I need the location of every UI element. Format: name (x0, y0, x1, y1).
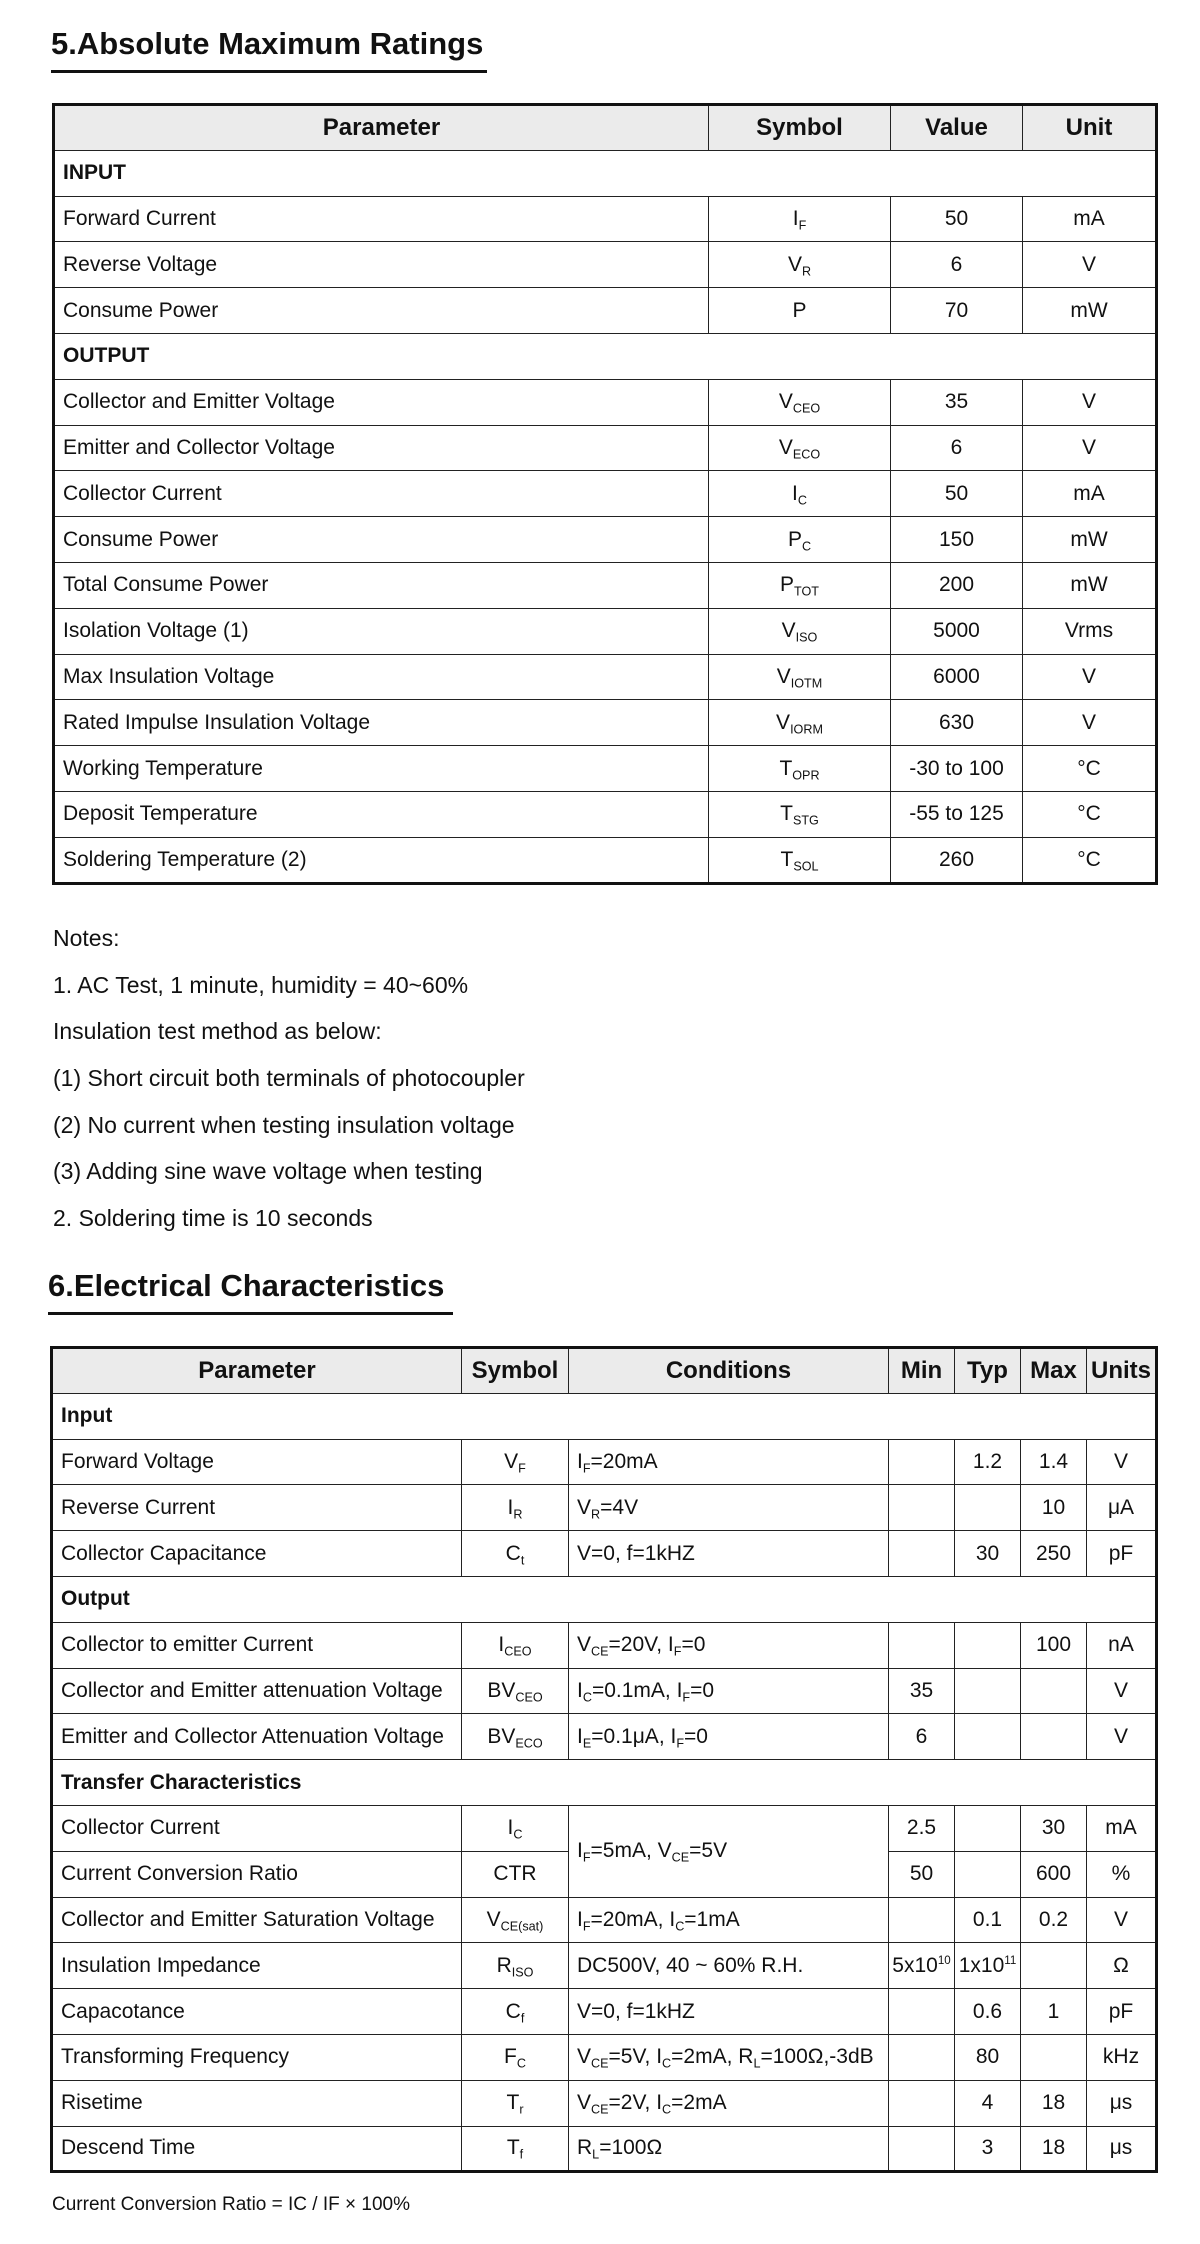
conditions-cell: DC500V, 40 ~ 60% R.H. (569, 1943, 889, 1989)
symbol-subscript: ISO (795, 630, 818, 645)
parameter-cell: Max Insulation Voltage (54, 654, 709, 700)
parameter-cell: Collector Current (52, 1805, 462, 1851)
symbol-subscript: TOT (794, 584, 819, 599)
table-row (54, 471, 1157, 517)
min-cell (889, 2126, 955, 2172)
parameter-cell: Collector Capacitance (52, 1531, 462, 1577)
min-cell (889, 1485, 955, 1531)
conditions-cell: $I_F=20mA$, $I_C=1mA$ (569, 1897, 889, 1943)
column-header: Max (1021, 1348, 1087, 1394)
value-cell: -30 to 100 (891, 746, 1023, 792)
typ-cell: $1x10^{11}$ (955, 1943, 1021, 1989)
table-row (52, 1943, 1157, 1989)
units-cell: pF (1087, 1531, 1157, 1577)
parameter-cell: Isolation Voltage (1) (54, 608, 709, 654)
note-line: (3) Adding sine wave voltage when testing (53, 1158, 483, 1185)
notes-block (53, 915, 525, 1242)
min-cell: 35 (889, 1668, 955, 1714)
column-header: Parameter (52, 1348, 462, 1394)
typ-cell: 0.6 (955, 1989, 1021, 2035)
symbol-subscript: f (520, 2010, 525, 2025)
symbol-cell: $I_R$ (462, 1485, 569, 1531)
parameter-cell: Forward Current (54, 196, 709, 242)
symbol-subscript: STG (792, 813, 819, 828)
table-row (54, 288, 1157, 334)
subscript: F (582, 1850, 591, 1865)
typ-cell (955, 1668, 1021, 1714)
table-row (52, 1622, 1157, 1668)
symbol-subscript: CEO (515, 1690, 543, 1705)
symbol-subscript: ECO (792, 447, 821, 462)
parameter-cell: Collector and Emitter attenuation Voltage (52, 1668, 462, 1714)
symbol-subscript: CEO (504, 1644, 532, 1659)
symbol-cell: $I_C$ (709, 471, 891, 517)
table-row (52, 2034, 1157, 2080)
parameter-cell: Insulation Impedance (52, 1943, 462, 1989)
subscript: R (591, 1507, 601, 1522)
column-header: Value (891, 105, 1023, 151)
unit-cell: V (1023, 379, 1157, 425)
max-cell: 600 (1021, 1851, 1087, 1897)
typ-cell (955, 1485, 1021, 1531)
value-cell: 150 (891, 517, 1023, 563)
symbol-subscript: r (519, 2102, 524, 2117)
symbol-cell: $V_{CE(sat)}$ (462, 1897, 569, 1943)
unit-cell: mA (1023, 471, 1157, 517)
note-line: (2) No current when testing insulation voltage (53, 1111, 515, 1138)
table-row (52, 1531, 1157, 1577)
typ-cell (955, 1714, 1021, 1760)
column-header: Min (889, 1348, 955, 1394)
max-cell: 18 (1021, 2080, 1087, 2126)
value-cell: 260 (891, 837, 1023, 883)
table-row (54, 242, 1157, 288)
section-5-title: 5.Absolute Maximum Ratings (51, 26, 487, 73)
max-cell: 250 (1021, 1531, 1087, 1577)
symbol-cell: $V_{ISO}$ (709, 608, 891, 654)
value-cell: 5000 (891, 608, 1023, 654)
conditions-cell: $V_R=4V$ (569, 1485, 889, 1531)
typ-cell: 30 (955, 1531, 1021, 1577)
min-cell (889, 1531, 955, 1577)
subscript: C (662, 2102, 672, 2117)
max-cell: 30 (1021, 1805, 1087, 1851)
column-header: Symbol (462, 1348, 569, 1394)
parameter-cell: Capacotance (52, 1989, 462, 2035)
table-row (52, 1439, 1157, 1485)
table-row (54, 379, 1157, 425)
symbol-subscript: IORM (790, 722, 823, 737)
parameter-cell: Descend Time (52, 2126, 462, 2172)
column-header: Unit (1023, 105, 1157, 151)
min-cell: 6 (889, 1714, 955, 1760)
table-row (52, 1668, 1157, 1714)
note-line: (1) Short circuit both terminals of photocoupler (53, 1065, 525, 1092)
units-cell: kHz (1087, 2034, 1157, 2080)
column-header: Units (1087, 1348, 1157, 1394)
unit-cell: mW (1023, 562, 1157, 608)
parameter-cell: Deposit Temperature (54, 791, 709, 837)
min-cell (889, 2080, 955, 2126)
table-row (54, 196, 1157, 242)
symbol-cell: CTR (462, 1851, 569, 1897)
unit-cell: V (1023, 425, 1157, 471)
max-cell: 10 (1021, 1485, 1087, 1531)
electrical-characteristics-table (50, 1346, 1158, 2173)
note-line: Notes: (53, 925, 120, 951)
symbol-cell: $C_t$ (462, 1531, 569, 1577)
symbol-subscript: F (798, 218, 807, 233)
value-cell: 50 (891, 196, 1023, 242)
symbol-cell: $F_C$ (462, 2034, 569, 2080)
table-row (54, 425, 1157, 471)
group-label: Input (52, 1393, 1157, 1439)
table-row (54, 837, 1157, 883)
column-header: Parameter (54, 105, 709, 151)
symbol-cell: P (709, 288, 891, 334)
symbol-cell: $BV_{CEO}$ (462, 1668, 569, 1714)
parameter-cell: Current Conversion Ratio (52, 1851, 462, 1897)
symbol-subscript: R (513, 1507, 523, 1522)
typ-cell (955, 1622, 1021, 1668)
superscript: 11 (1004, 1954, 1017, 1967)
symbol-cell: $I_{CEO}$ (462, 1622, 569, 1668)
units-cell: V (1087, 1668, 1157, 1714)
subscript: CE (591, 2056, 609, 2071)
symbol-cell: $V_F$ (462, 1439, 569, 1485)
parameter-cell: Rated Impulse Insulation Voltage (54, 700, 709, 746)
group-row (54, 150, 1157, 196)
parameter-cell: Risetime (52, 2080, 462, 2126)
parameter-cell: Collector Current (54, 471, 709, 517)
symbol-cell: $I_F$ (709, 196, 891, 242)
subscript: L (753, 2056, 761, 2071)
group-row (54, 333, 1157, 379)
symbol-cell: $T_{STG}$ (709, 791, 891, 837)
conditions-cell: $V_{CE}=5V$, $I_C=2mA$, $R_L=100\Omega,-3dB$ (569, 2034, 889, 2080)
subscript: CE (591, 2102, 609, 2117)
typ-cell: 3 (955, 2126, 1021, 2172)
unit-cell: °C (1023, 746, 1157, 792)
parameter-cell: Transforming Frequency (52, 2034, 462, 2080)
parameter-cell: Consume Power (54, 517, 709, 563)
min-cell: 2.5 (889, 1805, 955, 1851)
parameter-cell: Forward Voltage (52, 1439, 462, 1485)
value-cell: 35 (891, 379, 1023, 425)
superscript: 10 (937, 1954, 951, 1967)
unit-cell: °C (1023, 791, 1157, 837)
subscript: F (582, 1919, 591, 1934)
units-cell: μs (1087, 2126, 1157, 2172)
min-cell (889, 2034, 955, 2080)
subscript: CE (591, 1644, 609, 1659)
group-row (52, 1393, 1157, 1439)
max-cell (1021, 1714, 1087, 1760)
min-cell: 50 (889, 1851, 955, 1897)
table-row (54, 517, 1157, 563)
value-cell: 70 (891, 288, 1023, 334)
table-row (52, 1805, 1157, 1851)
subscript: F (582, 1461, 591, 1476)
parameter-cell: Collector and Emitter Saturation Voltage (52, 1897, 462, 1943)
max-cell: 18 (1021, 2126, 1087, 2172)
table-row (54, 562, 1157, 608)
unit-cell: Vrms (1023, 608, 1157, 654)
value-cell: -55 to 125 (891, 791, 1023, 837)
parameter-cell: Soldering Temperature (2) (54, 837, 709, 883)
parameter-cell: Collector to emitter Current (52, 1622, 462, 1668)
conditions-cell: $V_{CE}=2V$, $I_C=2mA$ (569, 2080, 889, 2126)
note-line: Insulation test method as below: (53, 1018, 382, 1045)
symbol-subscript: ISO (511, 1965, 534, 1980)
symbol-subscript: IOTM (790, 676, 823, 691)
group-label: Output (52, 1576, 1157, 1622)
typ-cell: 4 (955, 2080, 1021, 2126)
table-row (54, 654, 1157, 700)
conditions-cell: $I_C=0.1mA$, $I_F=0$ (569, 1668, 889, 1714)
parameter-cell: Consume Power (54, 288, 709, 334)
min-cell (889, 1622, 955, 1668)
absolute-maximum-ratings-table (52, 103, 1158, 885)
symbol-subscript: R (801, 264, 812, 279)
subscript: C (675, 1919, 685, 1934)
subscript: F (682, 1690, 691, 1705)
min-cell (889, 1897, 955, 1943)
symbol-cell: $I_C$ (462, 1805, 569, 1851)
typ-cell: 1.2 (955, 1439, 1021, 1485)
max-cell (1021, 1943, 1087, 1989)
symbol-cell: $T_{OPR}$ (709, 746, 891, 792)
conditions-cell: $V_{CE}=20V$, $I_F=0$ (569, 1622, 889, 1668)
units-cell: V (1087, 1439, 1157, 1485)
symbol-cell: $R_{ISO}$ (462, 1943, 569, 1989)
group-label: OUTPUT (54, 333, 1157, 379)
conditions-cell: $I_F=20mA$ (569, 1439, 889, 1485)
symbol-subscript: C (513, 1827, 523, 1842)
units-cell: % (1087, 1851, 1157, 1897)
table-row (54, 700, 1157, 746)
symbol-subscript: C (516, 2056, 526, 2071)
subscript: F (673, 1644, 682, 1659)
symbol-subscript: SOL (793, 859, 819, 874)
value-cell: 50 (891, 471, 1023, 517)
table-row (54, 791, 1157, 837)
units-cell: V (1087, 1897, 1157, 1943)
value-cell: 630 (891, 700, 1023, 746)
symbol-subscript: CEO (792, 401, 821, 416)
parameter-cell: Reverse Voltage (54, 242, 709, 288)
value-cell: 6 (891, 425, 1023, 471)
max-cell: 0.2 (1021, 1897, 1087, 1943)
symbol-cell: $T_{SOL}$ (709, 837, 891, 883)
conditions-cell: V=0, f=1kHZ (569, 1531, 889, 1577)
symbol-cell: $T_f$ (462, 2126, 569, 2172)
units-cell: V (1087, 1714, 1157, 1760)
table-row (54, 608, 1157, 654)
symbol-subscript: CE(sat) (500, 1919, 544, 1934)
unit-cell: mA (1023, 196, 1157, 242)
table-row (52, 1897, 1157, 1943)
parameter-cell: Emitter and Collector Voltage (54, 425, 709, 471)
units-cell: μA (1087, 1485, 1157, 1531)
unit-cell: mW (1023, 288, 1157, 334)
typ-cell: 80 (955, 2034, 1021, 2080)
subscript: CE (671, 1850, 690, 1865)
typ-cell (955, 1805, 1021, 1851)
value-cell: 200 (891, 562, 1023, 608)
conditions-cell: V=0, f=1kHZ (569, 1989, 889, 2035)
group-label: Transfer Characteristics (52, 1760, 1157, 1806)
symbol-subscript: F (518, 1461, 526, 1476)
units-cell: Ω (1087, 1943, 1157, 1989)
table-row (52, 1989, 1157, 2035)
max-cell: 1 (1021, 1989, 1087, 2035)
unit-cell: °C (1023, 837, 1157, 883)
table-row (52, 2080, 1157, 2126)
max-cell: 1.4 (1021, 1439, 1087, 1485)
symbol-cell: $BV_{ECO}$ (462, 1714, 569, 1760)
table-row (52, 1485, 1157, 1531)
column-header: Symbol (709, 105, 891, 151)
min-cell: $5x10^{10}$ (889, 1943, 955, 1989)
parameter-cell: Working Temperature (54, 746, 709, 792)
subscript: C (662, 2056, 672, 2071)
units-cell: μs (1087, 2080, 1157, 2126)
parameter-cell: Total Consume Power (54, 562, 709, 608)
subscript: L (592, 2147, 600, 2162)
symbol-cell: $V_{CEO}$ (709, 379, 891, 425)
symbol-cell: $C_f$ (462, 1989, 569, 2035)
symbol-subscript: C (797, 493, 807, 508)
conditions-cell: $I_E=0.1\mu A$, $I_F=0$ (569, 1714, 889, 1760)
column-header: Typ (955, 1348, 1021, 1394)
symbol-cell: $P_C$ (709, 517, 891, 563)
table-row (52, 2126, 1157, 2172)
symbol-subscript: ECO (515, 1736, 543, 1751)
table-header-row (54, 105, 1157, 151)
column-header: Conditions (569, 1348, 889, 1394)
subscript: F (676, 1736, 685, 1751)
unit-cell: V (1023, 242, 1157, 288)
subscript: E (582, 1736, 592, 1751)
symbol-cell: $V_{IORM}$ (709, 700, 891, 746)
units-cell: pF (1087, 1989, 1157, 2035)
group-label: INPUT (54, 150, 1157, 196)
table-header-row (52, 1348, 1157, 1394)
conditions-cell: $I_F=5mA$, $V_{CE}=5V$ (569, 1805, 889, 1897)
min-cell (889, 1989, 955, 2035)
parameter-cell: Emitter and Collector Attenuation Voltage (52, 1714, 462, 1760)
symbol-cell: $V_R$ (709, 242, 891, 288)
unit-cell: V (1023, 700, 1157, 746)
parameter-cell: Collector and Emitter Voltage (54, 379, 709, 425)
note-line: 1. AC Test, 1 minute, humidity = 40~60% (53, 971, 469, 998)
table-row (54, 746, 1157, 792)
symbol-subscript: OPR (792, 767, 820, 782)
max-cell (1021, 1668, 1087, 1714)
max-cell: 100 (1021, 1622, 1087, 1668)
units-cell: nA (1087, 1622, 1157, 1668)
section-6-title: 6.Electrical Characteristics (48, 1268, 453, 1315)
note-line: 2. Soldering time is 10 seconds (53, 1205, 373, 1232)
symbol-subscript: C (801, 538, 812, 553)
units-cell: mA (1087, 1805, 1157, 1851)
symbol-cell: $P_{TOT}$ (709, 562, 891, 608)
subscript: C (582, 1690, 592, 1705)
symbol-cell: $V_{ECO}$ (709, 425, 891, 471)
symbol-cell: $V_{IOTM}$ (709, 654, 891, 700)
unit-cell: mW (1023, 517, 1157, 563)
symbol-cell: $T_r$ (462, 2080, 569, 2126)
min-cell (889, 1439, 955, 1485)
value-cell: 6000 (891, 654, 1023, 700)
group-row (52, 1760, 1157, 1806)
parameter-cell: Reverse Current (52, 1485, 462, 1531)
typ-cell (955, 1851, 1021, 1897)
conditions-cell: $R_L=100\Omega$ (569, 2126, 889, 2172)
symbol-subscript: t (520, 1552, 525, 1567)
unit-cell: V (1023, 654, 1157, 700)
symbol-subscript: f (519, 2147, 524, 2162)
max-cell (1021, 2034, 1087, 2080)
value-cell: 6 (891, 242, 1023, 288)
group-row (52, 1576, 1157, 1622)
table-row (52, 1714, 1157, 1760)
typ-cell: 0.1 (955, 1897, 1021, 1943)
footnote: Current Conversion Ratio = IC / IF × 100% (52, 2194, 410, 2215)
